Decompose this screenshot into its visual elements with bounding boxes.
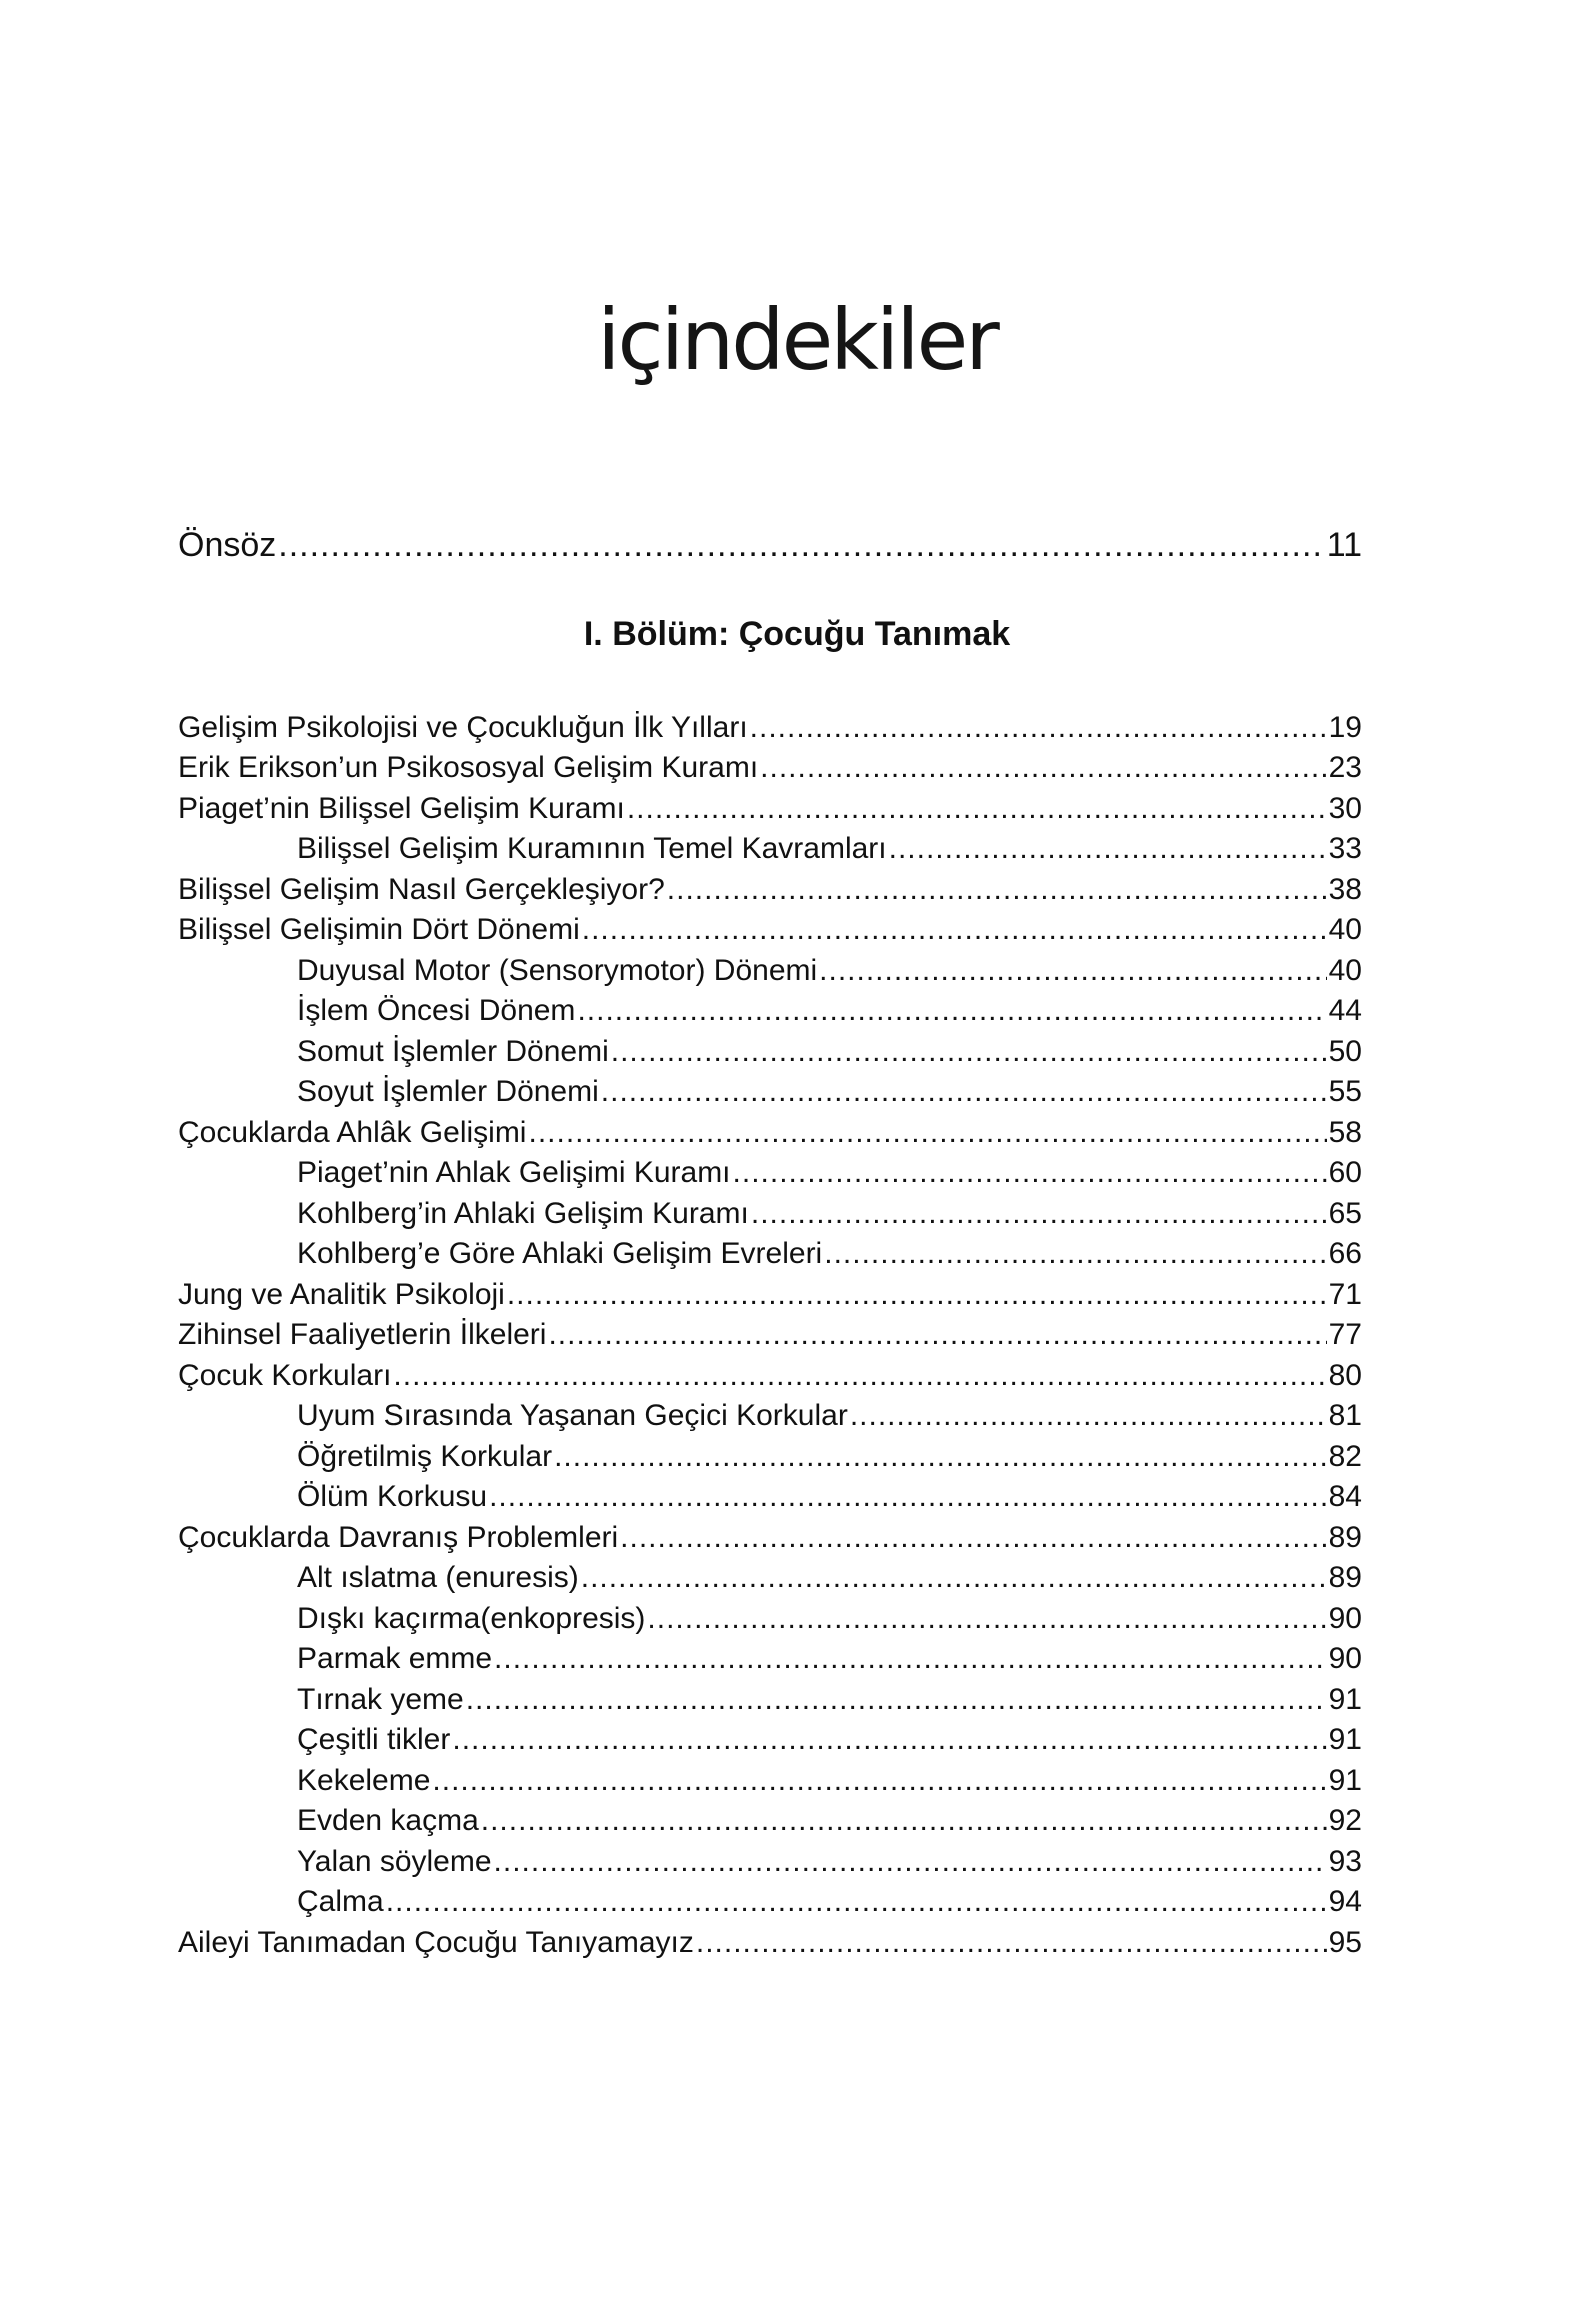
dot-leader: [481, 1801, 1327, 1841]
dot-leader: [611, 1032, 1327, 1072]
toc-entry-label: Çocuklarda Davranış Problemleri: [178, 1521, 619, 1554]
toc-entry-label: Uyum Sırasında Yaşanan Geçici Korkular: [297, 1399, 848, 1432]
dot-leader: [554, 1437, 1327, 1477]
toc-entry-page: 66: [1328, 1237, 1362, 1270]
toc-entry-page: 71: [1328, 1278, 1362, 1311]
toc-subentry[interactable]: [178, 1396, 1362, 1436]
page-title: içindekiler: [597, 291, 997, 389]
toc-entry-label: Soyut İşlemler Dönemi: [297, 1075, 599, 1108]
toc-entry-label: Çocuk Korkuları: [178, 1359, 392, 1392]
toc-entry[interactable]: [178, 748, 1362, 788]
dot-leader: [824, 1234, 1326, 1274]
toc-entry-label: Zihinsel Faaliyetlerin İlkeleri: [178, 1318, 547, 1351]
toc-entry-label: Yalan söyleme: [297, 1845, 492, 1878]
toc-entry-page: 40: [1328, 954, 1362, 987]
toc-subentry[interactable]: [178, 1720, 1362, 1760]
toc-subentry[interactable]: [178, 991, 1362, 1031]
dot-leader: [667, 870, 1327, 910]
toc-entry-page: 89: [1328, 1561, 1362, 1594]
dot-leader: [647, 1599, 1326, 1639]
toc-entry-label: Piaget’nin Bilişsel Gelişim Kuramı: [178, 792, 625, 825]
toc-entry-label: Aileyi Tanımadan Çocuğu Tanıyamayız: [178, 1926, 694, 1959]
toc-entry-label: Bilişsel Gelişim Kuramının Temel Kavramları: [297, 832, 887, 865]
toc-entry-page: 91: [1328, 1764, 1362, 1797]
toc-entry-label: Jung ve Analitik Psikoloji: [178, 1278, 505, 1311]
toc-entry-label: Çalma: [297, 1885, 384, 1918]
toc-entry-page: 90: [1328, 1642, 1362, 1675]
toc-entry-page: 91: [1328, 1683, 1362, 1716]
toc-subentry[interactable]: [178, 1761, 1362, 1801]
toc-entry-page: 95: [1328, 1926, 1362, 1959]
toc-entry-page: 30: [1328, 792, 1362, 825]
toc-entry-page: 94: [1328, 1885, 1362, 1918]
toc-subentry[interactable]: [178, 1234, 1362, 1274]
toc-subentry[interactable]: [178, 1072, 1362, 1112]
toc-entry-page: 55: [1328, 1075, 1362, 1108]
dot-leader: [889, 829, 1327, 869]
dot-leader: [466, 1680, 1327, 1720]
toc-entry[interactable]: [178, 1113, 1362, 1153]
toc-entry-label: Kohlberg’e Göre Ahlaki Gelişim Evreleri: [297, 1237, 823, 1270]
toc-subentry[interactable]: [178, 1882, 1362, 1922]
toc-entry-label: Evden kaçma: [297, 1804, 479, 1837]
dot-leader: [386, 1882, 1327, 1922]
toc-subentry[interactable]: [178, 1801, 1362, 1841]
toc-entry-page: 91: [1328, 1723, 1362, 1756]
toc-entry[interactable]: [178, 1275, 1362, 1315]
dot-leader: [432, 1761, 1326, 1801]
toc-entry-page: 60: [1328, 1156, 1362, 1189]
toc-entry-label: Duyusal Motor (Sensorymotor) Dönemi: [297, 954, 818, 987]
toc-entry-page: 82: [1328, 1440, 1362, 1473]
dot-leader: [507, 1275, 1327, 1315]
toc-subentry[interactable]: [178, 1153, 1362, 1193]
dot-leader: [494, 1842, 1327, 1882]
toc-entry-page: 19: [1328, 711, 1362, 744]
toc-entry-label: Gelişim Psikolojisi ve Çocukluğun İlk Yılları: [178, 711, 748, 744]
dot-leader: [452, 1720, 1326, 1760]
toc-entry-label: Kohlberg’in Ahlaki Gelişim Kuramı: [297, 1197, 749, 1230]
toc-entry[interactable]: [178, 870, 1362, 910]
dot-leader: [393, 1356, 1326, 1396]
toc-entry-label: Önsöz: [178, 526, 277, 564]
toc-entry[interactable]: [178, 708, 1362, 748]
dot-leader: [620, 1518, 1326, 1558]
toc-entry[interactable]: [178, 789, 1362, 829]
dot-leader: [581, 1558, 1327, 1598]
toc-entry-label: Bilişsel Gelişimin Dört Dönemi: [178, 913, 580, 946]
toc-entry-page: 38: [1328, 873, 1362, 906]
dot-leader: [582, 910, 1327, 950]
toc-entry-page: 33: [1328, 832, 1362, 865]
dot-leader: [528, 1113, 1326, 1153]
toc-subentry[interactable]: [178, 1558, 1362, 1598]
toc-subentry[interactable]: [178, 951, 1362, 991]
toc-entry[interactable]: [178, 910, 1362, 950]
toc-entry-page: 81: [1328, 1399, 1362, 1432]
toc-entry-page: 92: [1328, 1804, 1362, 1837]
toc-entry-label: Dışkı kaçırma(enkopresis): [297, 1602, 646, 1635]
toc-subentry[interactable]: [178, 1477, 1362, 1517]
dot-leader: [489, 1477, 1327, 1517]
toc-entry-label: Bilişsel Gelişim Nasıl Gerçekleşiyor?: [178, 873, 665, 906]
toc-entry-page: 77: [1328, 1318, 1362, 1351]
toc-entry-label: Ölüm Korkusu: [297, 1480, 488, 1513]
dot-leader: [627, 789, 1327, 829]
toc-entry-page: 89: [1328, 1521, 1362, 1554]
toc-entry[interactable]: [178, 1923, 1362, 1963]
toc-entry-label: Somut İşlemler Dönemi: [297, 1035, 609, 1068]
toc-subentry[interactable]: [178, 1680, 1362, 1720]
toc-subentry[interactable]: [178, 1599, 1362, 1639]
toc-entry-label: Çeşitli tikler: [297, 1723, 451, 1756]
dot-leader: [750, 708, 1327, 748]
toc-subentry[interactable]: [178, 1194, 1362, 1234]
dot-leader: [751, 1194, 1327, 1234]
toc-entry-page: 11: [1326, 526, 1362, 564]
toc-entry-label: Çocuklarda Ahlâk Gelişimi: [178, 1116, 527, 1149]
toc-entry-page: 65: [1328, 1197, 1362, 1230]
toc-entry-label: Kekeleme: [297, 1764, 431, 1797]
toc-entry-preface[interactable]: [178, 522, 1362, 568]
toc-subentry[interactable]: [178, 1842, 1362, 1882]
toc-entry-label: Tırnak yeme: [297, 1683, 464, 1716]
toc-subentry[interactable]: [178, 829, 1362, 869]
toc-entry-page: 84: [1328, 1480, 1362, 1513]
toc-entry-page: 58: [1328, 1116, 1362, 1149]
section-heading: I. Bölüm: Çocuğu Tanımak: [583, 615, 1011, 653]
toc-entry-page: 80: [1328, 1359, 1362, 1392]
toc-entry[interactable]: [178, 1518, 1362, 1558]
dot-leader: [494, 1639, 1327, 1679]
toc-entry-label: Erik Erikson’un Psikososyal Gelişim Kuramı: [178, 751, 759, 784]
toc-subentry[interactable]: [178, 1437, 1362, 1477]
dot-leader: [278, 522, 1320, 568]
toc-subentry[interactable]: [178, 1639, 1362, 1679]
dot-leader: [733, 1153, 1327, 1193]
toc-entry-label: İşlem Öncesi Dönem: [297, 994, 576, 1027]
toc-entry-page: 44: [1328, 994, 1362, 1027]
dot-leader: [819, 951, 1326, 991]
toc-subentry[interactable]: [178, 1032, 1362, 1072]
toc-entry[interactable]: [178, 1315, 1362, 1355]
dot-leader: [696, 1923, 1327, 1963]
toc-entry-page: 50: [1328, 1035, 1362, 1068]
toc-entry[interactable]: [178, 1356, 1362, 1396]
toc-entry-label: Parmak emme: [297, 1642, 493, 1675]
toc-entry-page: 40: [1328, 913, 1362, 946]
toc-entry-label: Öğretilmiş Korkular: [297, 1440, 553, 1473]
toc-entry-page: 93: [1328, 1845, 1362, 1878]
dot-leader: [850, 1396, 1327, 1436]
dot-leader: [548, 1315, 1326, 1355]
toc-entry-page: 90: [1328, 1602, 1362, 1635]
toc-entry-page: 23: [1328, 751, 1362, 784]
dot-leader: [577, 991, 1326, 1031]
toc-entry-label: Alt ıslatma (enuresis): [297, 1561, 579, 1594]
dot-leader: [760, 748, 1326, 788]
toc-entry-label: Piaget’nin Ahlak Gelişimi Kuramı: [297, 1156, 731, 1189]
dot-leader: [601, 1072, 1327, 1112]
